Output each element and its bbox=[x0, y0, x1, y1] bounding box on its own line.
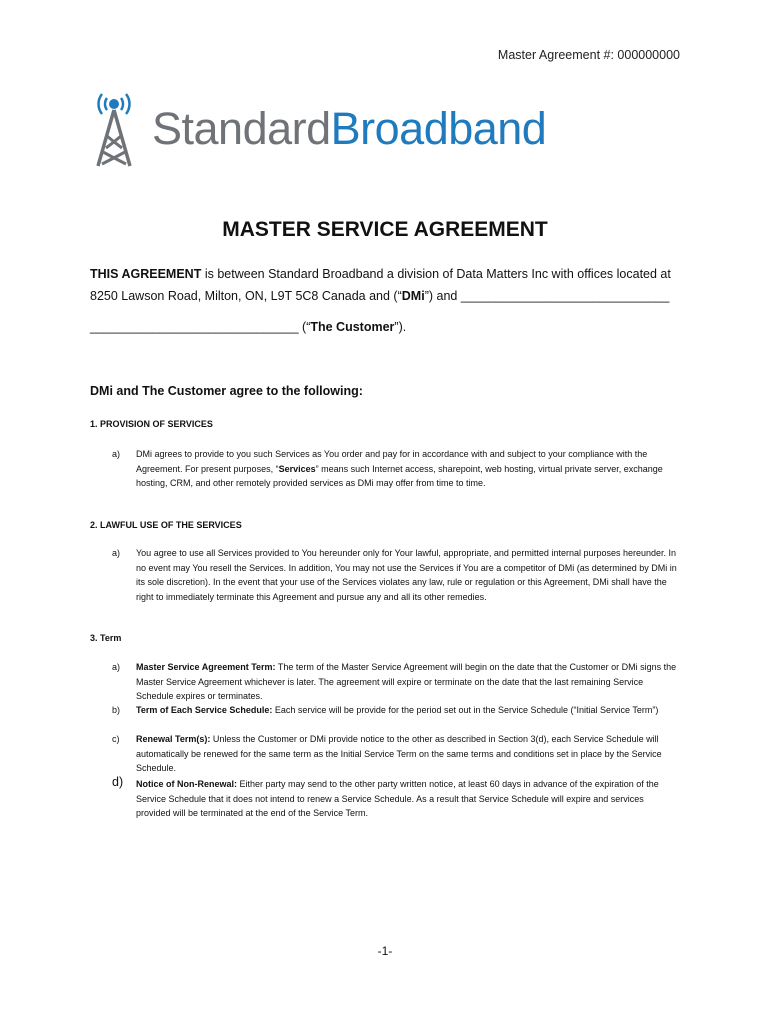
section-heading: 1. PROVISION OF SERVICES bbox=[90, 419, 213, 429]
intro-lead: THIS AGREEMENT bbox=[90, 267, 202, 281]
item-text: You agree to use all Services provided to You hereunder only for Your lawful, appropriate, and permitted internal purposes hereunder. In no event may You resell the Services. In addition, You may not use the Services if You are a competitor of DMi (as determined by DMi in its sole discretion). In the event that your use of the Services violates any law, rule or regulation or this Agreement, DMi shall have the right to immediately terminate this Agreement and pursue any and all its other remedies. bbox=[136, 548, 677, 602]
item-text bbox=[136, 777, 680, 821]
item-text-pre: DMi agrees to provide to you such Services as You order and pay for in accordance with and subject to your compliance with the Agreement. For present purposes, “ bbox=[136, 449, 648, 474]
brand-part-broadband: Broadband bbox=[330, 103, 547, 154]
section-item bbox=[90, 447, 680, 491]
item-text bbox=[136, 732, 680, 776]
item-term: Master Service Agreement Term: bbox=[136, 662, 276, 672]
page-number: -1- bbox=[377, 944, 393, 958]
standard-broadband-logo bbox=[90, 92, 610, 172]
item-label: a) bbox=[112, 662, 121, 672]
agreement-heading: DMi and The Customer agree to the following: bbox=[90, 384, 363, 398]
section-heading: 3. Term bbox=[90, 633, 122, 643]
item-text-post: The term of the Master Service Agreement will begin on the date that the Customer or DMi signs the Master Service Agreement whichever is later. The agreement will expire or terminate on the date that the last remaining Service Schedule expires or terminates. bbox=[136, 662, 677, 701]
item-text bbox=[136, 703, 680, 718]
item-term: Renewal Term(s): bbox=[136, 734, 211, 744]
document-title: MASTER SERVICE AGREEMENT bbox=[222, 218, 548, 241]
brand-part-standard: Standard bbox=[152, 103, 331, 154]
section-item bbox=[90, 777, 680, 821]
item-term: Notice of Non-Renewal: bbox=[136, 779, 238, 789]
intro-line3-post: ”). bbox=[394, 320, 407, 334]
intro-customer-term: The Customer bbox=[310, 320, 395, 334]
item-text-post: Unless the Customer or DMi provide notice to the other as described in Section 3(d), each Service Schedule will automatically be renewed for the same term as the Initial Service Term on the same terms and conditions set in place by the Service Schedule. bbox=[136, 734, 662, 773]
brand-wordmark bbox=[152, 94, 546, 164]
section-item bbox=[90, 660, 680, 704]
master-agreement-number: Master Agreement #: 000000000 bbox=[497, 48, 680, 62]
intro-dmi-term: DMi bbox=[401, 289, 425, 303]
item-label: b) bbox=[112, 705, 121, 715]
item-text bbox=[136, 447, 680, 491]
item-label: d) bbox=[112, 775, 124, 789]
section-item bbox=[90, 546, 680, 604]
item-label: c) bbox=[112, 734, 120, 744]
item-text-post: Either party may send to the other party written notice, at least 60 days in advance of the expiration of the Service Schedule that it does not intend to renew a Service Schedule. As a result that Service Schedule will expire and services provided will be terminated at the end of the Service Term. bbox=[136, 779, 659, 818]
item-term: Term of Each Service Schedule: bbox=[136, 705, 273, 715]
item-text-post: Each service will be provide for the period set out in the Service Schedule (“Initial Service Term”) bbox=[272, 705, 659, 715]
item-text-post: ” means such Internet access, sharepoint, web hosting, virtual private server, exchange hosting, CRM, and other remotely provided services as DMi may offer from time to time. bbox=[136, 463, 663, 488]
intro-line3-pre: ______________________________ (“ bbox=[90, 320, 311, 334]
intro-paragraph bbox=[90, 263, 690, 307]
item-label: a) bbox=[112, 449, 121, 459]
section-item bbox=[90, 732, 680, 776]
intro-line2-post: ”) and ______________________________ bbox=[424, 289, 670, 303]
item-term: Services bbox=[278, 463, 316, 474]
item-text bbox=[136, 660, 680, 704]
intro-customer-line bbox=[90, 316, 690, 338]
intro-line2-pre: 8250 Lawson Road, Milton, ON, L9T 5C8 Canada and (“ bbox=[90, 289, 402, 303]
section-heading: 2. LAWFUL USE OF THE SERVICES bbox=[90, 520, 242, 530]
section-item bbox=[90, 703, 680, 718]
broadcast-tower-icon bbox=[90, 92, 146, 172]
item-label: a) bbox=[112, 548, 121, 558]
intro-line1-text: is between Standard Broadband a division of Data Matters Inc with offices located at bbox=[201, 267, 671, 281]
